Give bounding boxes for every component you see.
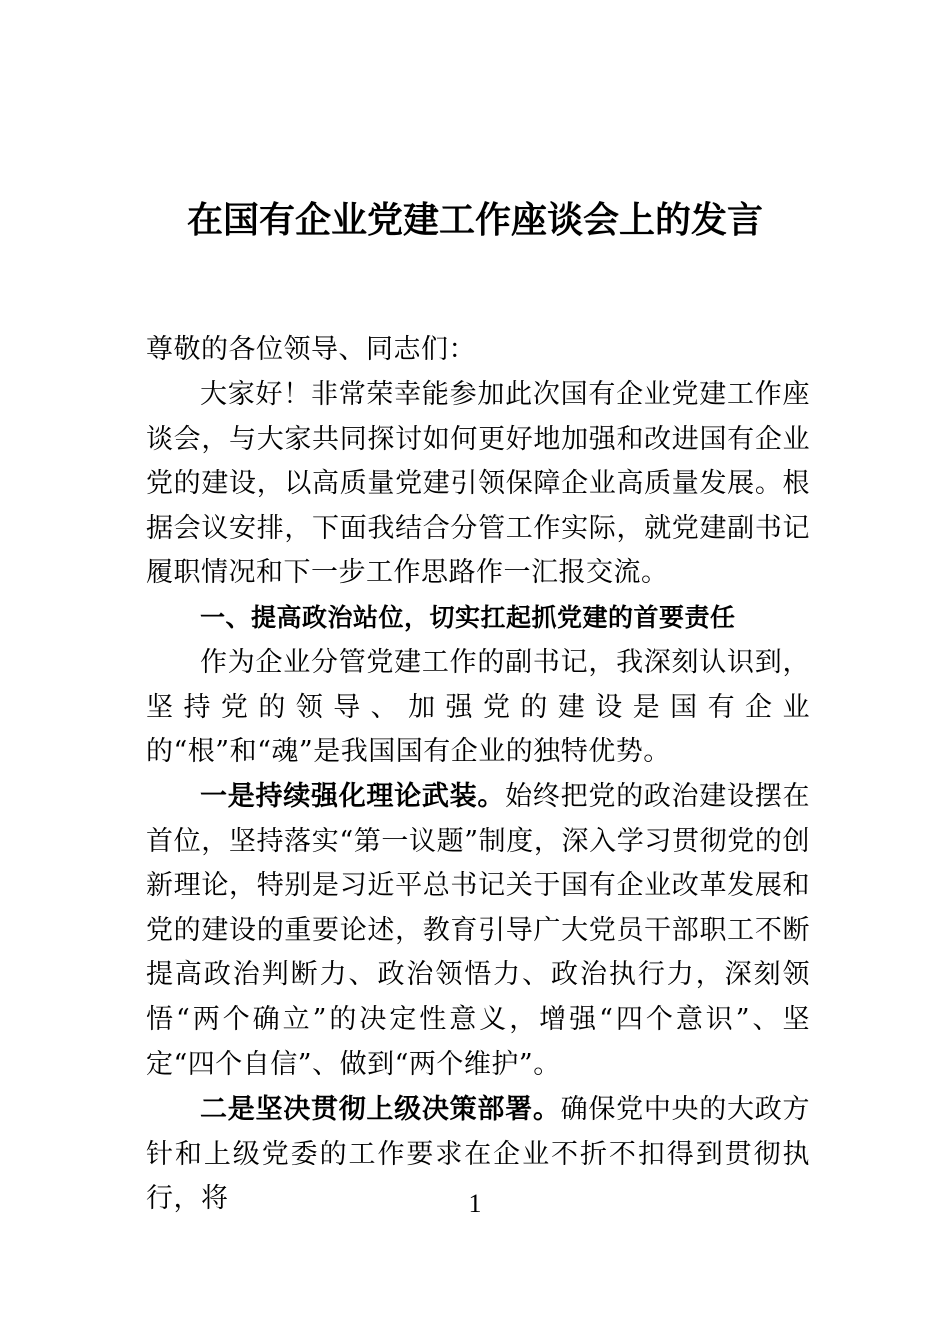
point-2-lead: 二是坚决贯彻上级决策部署。 — [200, 1094, 561, 1125]
page-number: 1 — [468, 1189, 482, 1218]
intro-paragraph: 大家好！非常荣幸能参加此次国有企业党建工作座谈会，与大家共同探讨如何更好地加强和改进国有企业党的建设，以高质量党建引领保障企业高质量发展。根据会议安排，下面我结合分管工作实际，就党建副书记履职情况和下一步工作思路作一汇报交流。 — [146, 379, 810, 589]
section-1-heading: 一、提高政治站位，切实扛起抓党建的首要责任 — [200, 603, 736, 632]
point-1-body: 始终把党的政治建设摆在首位，坚持落实“第一议题”制度，深入学习贯彻党的创新理论，特别是习近平总书记关于国有企业改革发展和党的建设的重要论述，教育引导广大党员干部职工不断提高政治判断力、政治领悟力、政治执行力，深刻领悟“两个确立”的决定性意义，增强“四个意识”、坚定“四个自信”、做到“两个维护”。 — [146, 781, 811, 1080]
point-2-body: 确保党中央的大政方针和上级党委的工作要求在企业不折不扣得到贯彻执行，将 — [146, 1094, 811, 1215]
section-1-paragraph: 作为企业分管党建工作的副书记，我深刻认识到，坚持党的领导、加强党的建设是国有企业的“根”和“魂”是我国国有企业的独特优势。 — [146, 647, 810, 768]
point-1-paragraph — [146, 775, 810, 1087]
salutation: 尊敬的各位领导、同志们： — [146, 334, 476, 365]
document-title: 在国有企业党建工作座谈会上的发言 — [186, 199, 763, 241]
point-1-lead: 一是持续强化理论武装。 — [200, 781, 506, 812]
